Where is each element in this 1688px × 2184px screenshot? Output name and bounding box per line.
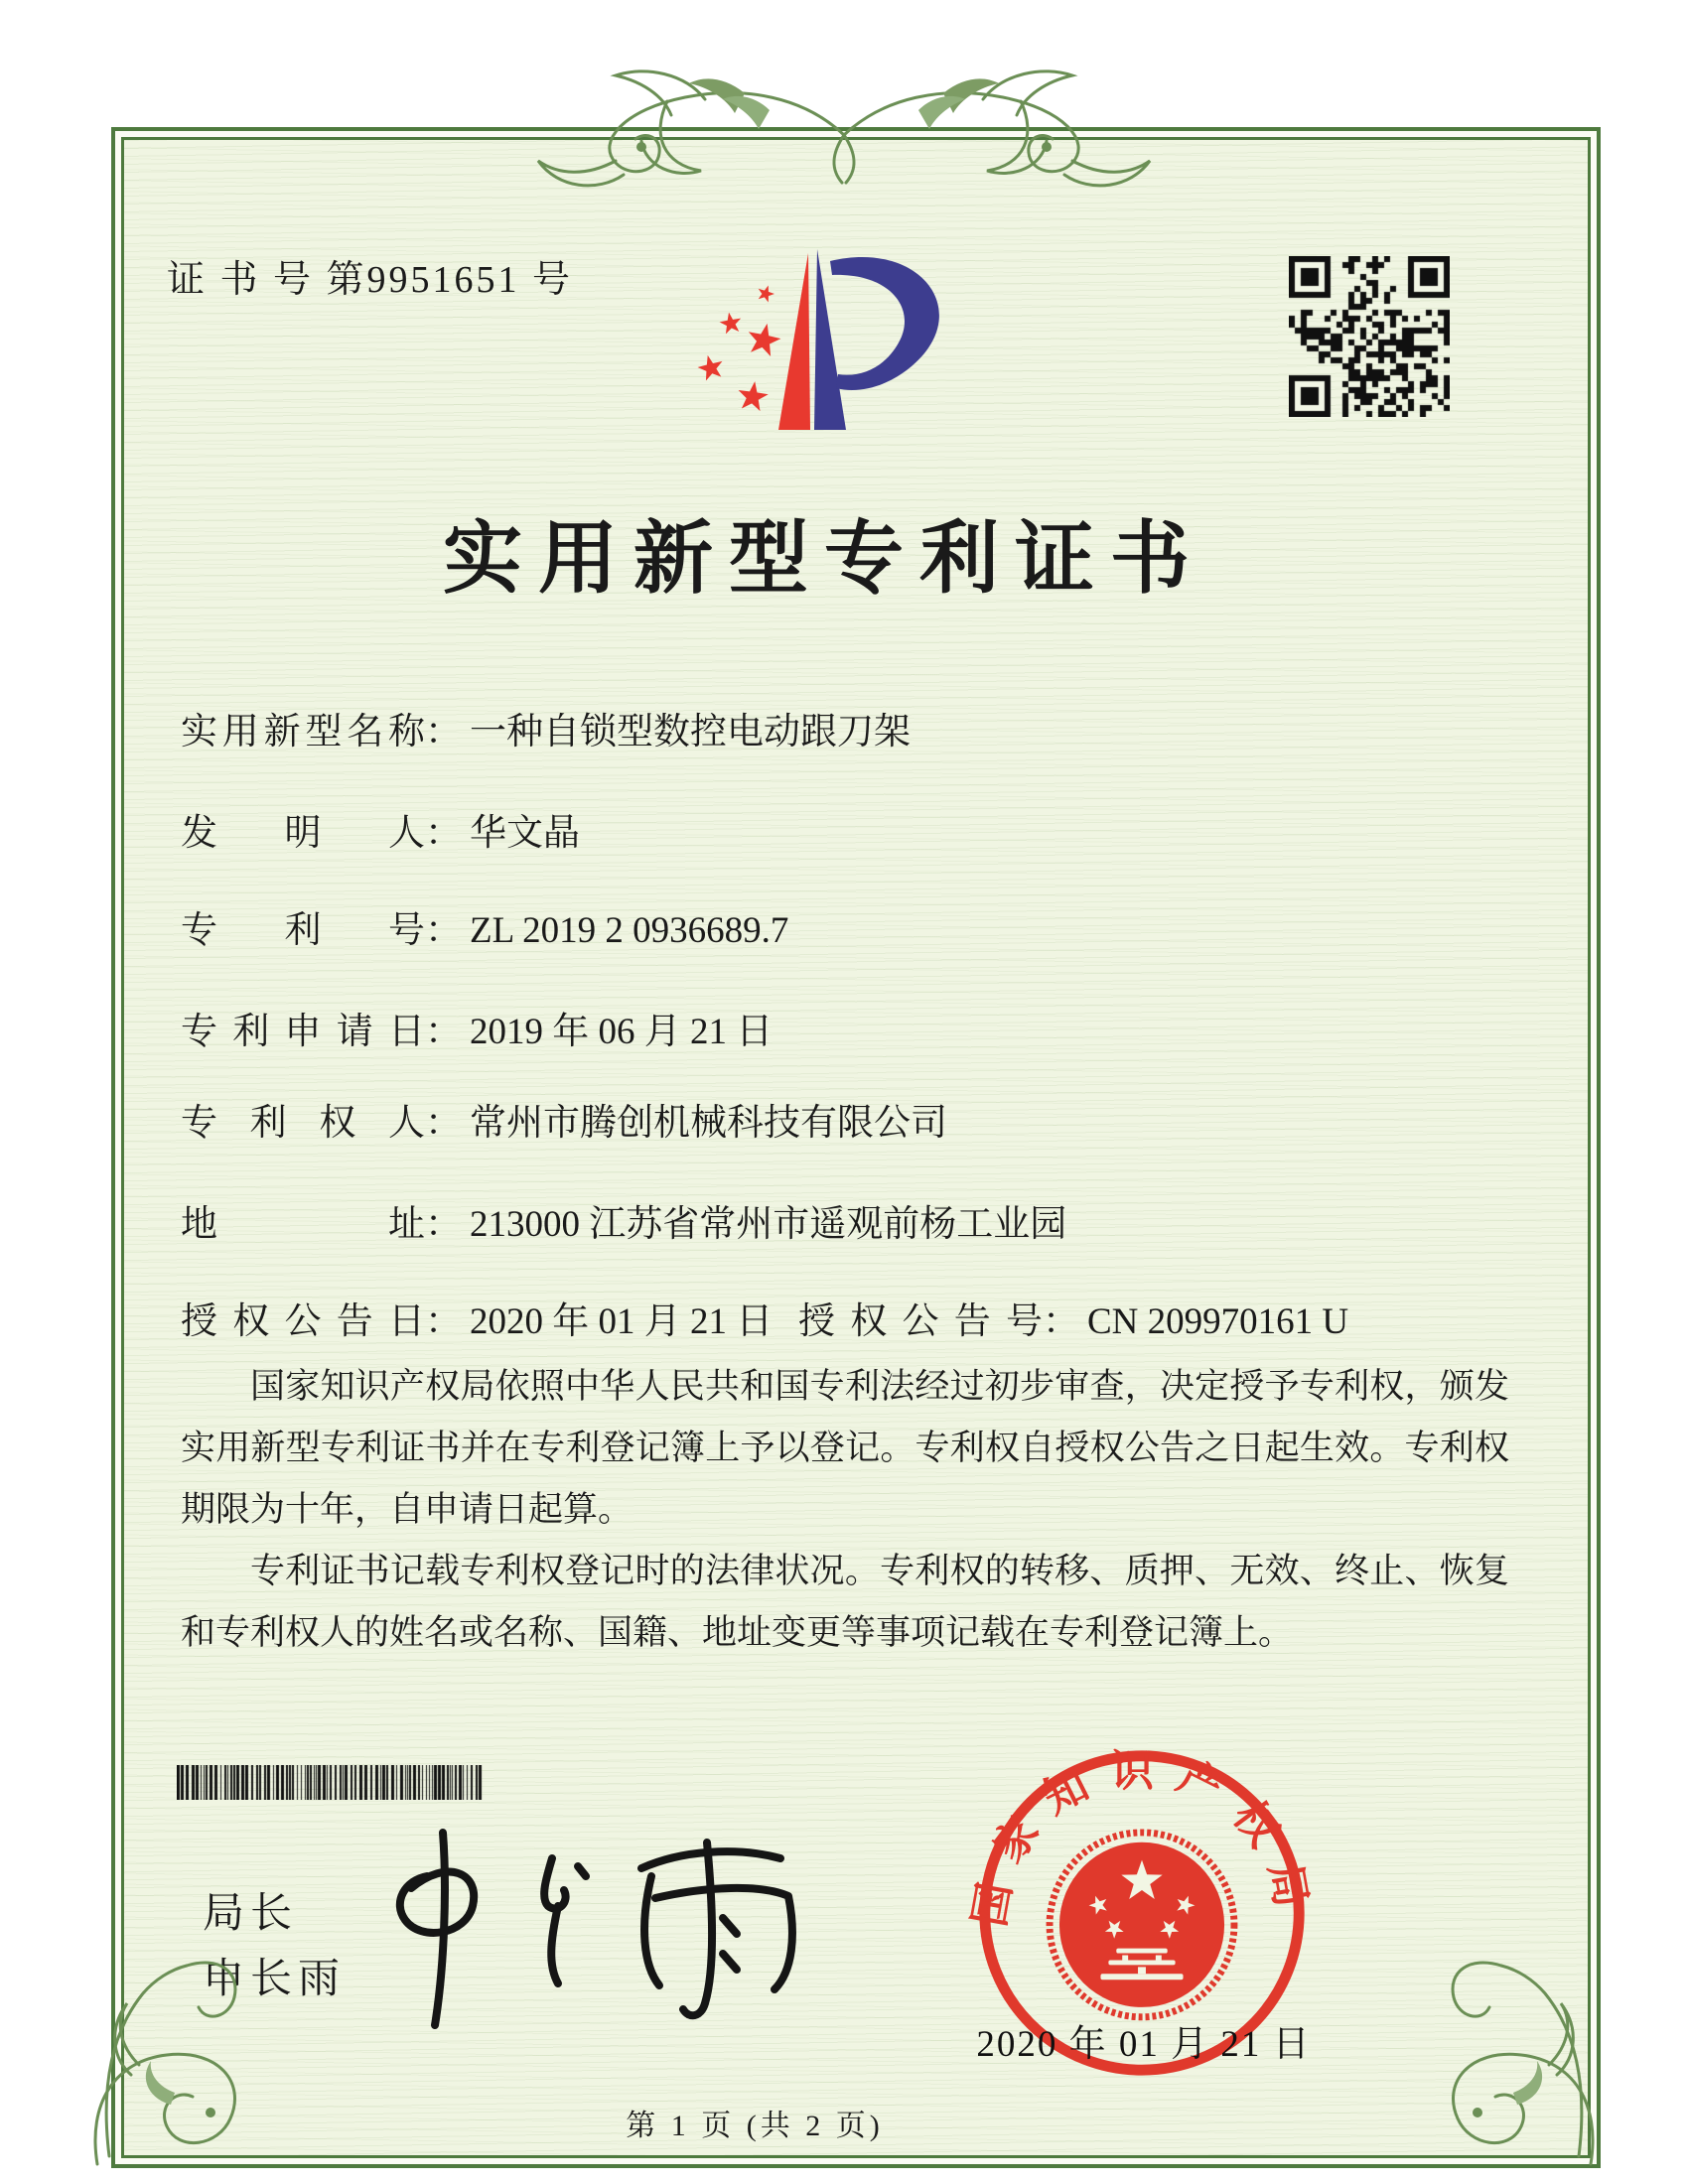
seal-date: 2020 年 01 月 21 日 (976, 2024, 1312, 2065)
bottom-right-flourish-ornament (1291, 1944, 1609, 2172)
field-value: 一种自锁型数控电动跟刀架 (470, 712, 911, 752)
seal-ring-text: 国家知识产权局 (965, 1748, 1319, 1931)
top-flourish-ornament (407, 56, 1281, 214)
signature-icon (348, 1815, 824, 2043)
legal-paragraph-2: 专利证书记载专利权登记时的法律状况。专利权的转移、质押、无效、终止、恢复和专利权人的姓名或名称、国籍、地址变更等事项记载在专利登记簿上。 (181, 1552, 1509, 1652)
field-label: 地址 (181, 1204, 425, 1245)
field-patent-number: 专利号： ZL 2019 2 0936689.7 (181, 899, 788, 953)
bottom-left-flourish-ornament (79, 1944, 397, 2172)
field-value: 华文晶 (470, 813, 580, 854)
field-address: 地址： 213000 江苏省常州市遥观前杨工业园 (181, 1193, 1066, 1247)
field-utility-model-name: 实用新型名称： 一种自锁型数控电动跟刀架 (181, 701, 911, 754)
field-filing-date: 专利申请日： 2019 年 06 月 21 日 (181, 1001, 773, 1054)
field-value: 2020 年 01 月 21 日 (470, 1301, 774, 1342)
field-label: 实用新型名称 (181, 712, 425, 752)
cnipa-logo-icon (665, 231, 993, 460)
field-value: CN 209970161 U (1087, 1301, 1349, 1342)
national-emblem-icon (1050, 1833, 1234, 2017)
field-value: 2019 年 06 月 21 日 (470, 1012, 774, 1052)
signer-name: 申长雨 (203, 1955, 347, 2001)
field-label: 发明人 (181, 813, 425, 854)
certificate-title: 实用新型专利证书 (443, 516, 1205, 604)
field-label: 授权公告号 (798, 1301, 1043, 1342)
field-grant-date: 授权公告日： 2020 年 01 月 21 日 (181, 1301, 773, 1342)
field-label: 专利权人 (181, 1103, 425, 1144)
field-value: ZL 2019 2 0936689.7 (470, 910, 789, 951)
field-inventor: 发明人： 华文晶 (181, 802, 580, 856)
field-grant-number: 授权公告号： CN 209970161 U (798, 1291, 1348, 1344)
field-label: 专利号 (181, 910, 425, 951)
barcode (177, 1765, 483, 1800)
page-indicator: 第 1 页 (共 2 页) (626, 2110, 884, 2142)
field-grant-row (181, 1291, 1349, 1344)
field-label: 授权公告日 (181, 1301, 425, 1342)
signer-title: 局长 (203, 1889, 299, 1936)
field-value: 常州市腾创机械科技有限公司 (470, 1103, 947, 1144)
field-value: 213000 江苏省常州市遥观前杨工业园 (470, 1204, 1067, 1245)
legal-text (181, 1356, 1509, 1664)
qr-code (1289, 256, 1450, 417)
certificate-number: 证 书 号 第9951651 号 (167, 259, 574, 301)
field-patentee: 专利权人： 常州市腾创机械科技有限公司 (181, 1092, 947, 1146)
legal-paragraph-1: 国家知识产权局依照中华人民共和国专利法经过初步审查，决定授予专利权，颁发实用新型专利证书并在专利登记簿上予以登记。专利权自授权公告之日起生效。专利权期限为十年，自申请日起算。 (181, 1367, 1509, 1529)
field-label: 专利申请日 (181, 1012, 425, 1052)
